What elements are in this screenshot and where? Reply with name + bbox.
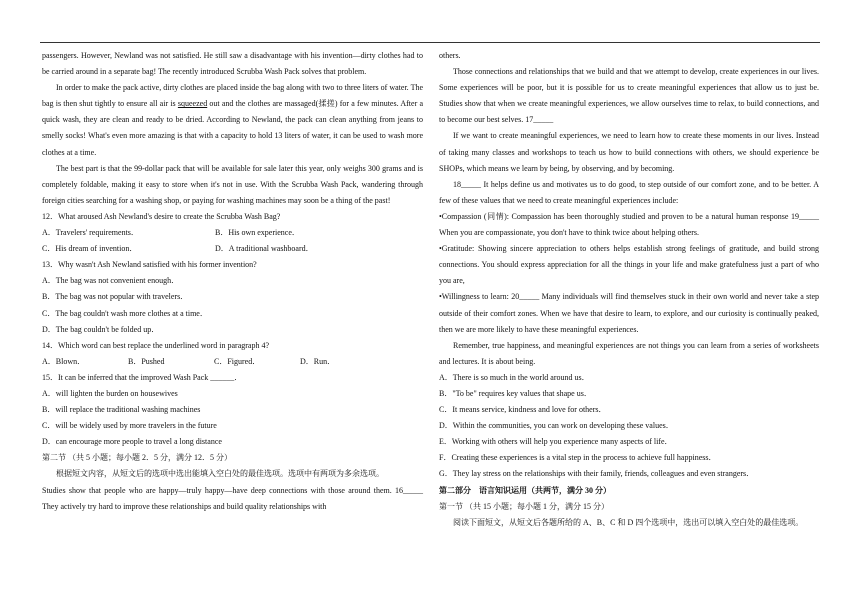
section-instructions: 根据短文内容，从短文后的选项中选出能填入空白处的最佳选项。选项中有两项为多余选项。 [56,469,384,479]
passage-paragraph: If we want to create meaningful experiences, we need to learn how to create these moments in our lives. Instead of taking many classes and workshops to teach us how to build connections with others, we should experience be SHOPs, which means we learn by being, by observing, and by becoming. [439,131,819,173]
option: F．Creating these experiences is a vital step in the process to achieve full happiness． [439,453,717,463]
option: A．will lighten the burden on housewives [42,388,178,398]
option: C．The bag couldn't wash more clothes at a time． [42,308,208,318]
option: D．Run． [300,356,336,366]
option: A．Travelers' requirements． [42,228,139,238]
option: A．Blown． [42,356,86,366]
left-column [42,48,423,515]
option: D．Within the communities, you can work on developing these values． [439,421,674,431]
option: E．Working with others will help you experience many aspects of life． [439,437,673,447]
section-instructions: 阅读下面短文，从短文后各题所给的 A、B、C 和 D 四个选项中，选出可以填入空白处的最佳选项。 [453,517,804,527]
passage-paragraph: •Gratitude: Showing sincere appreciation to others helps establish strong feelings of gratitude, and build strong connections. You should express appreciation for all the things in your life and make gratefulness just a part of who you are, [439,244,819,286]
question-12: 12．What aroused Ash Newland's desire to create the Scrubba Wash Bag? [42,211,281,221]
option: B．will replace the traditional washing machines [42,405,201,415]
option: C．It means service, kindness and love for others． [439,405,607,415]
section-heading: 第一节 （共 15 小题；每小题 1 分，满分 15 分） [439,501,609,511]
passage-paragraph: Those connections and relationships that we build and that we attempt to develop, create experiences in our lives. Some experiences will be poor, but it is possible for us to create meaningful experiences that allow us to just be. Studies show that when we create meaningful experiences, we allow ourselves time to relax, to build connections, and to become our best selves. 17_____ [439,67,819,125]
option: A．There is so much in the world around us． [439,372,590,382]
option: B．Pushed [128,356,165,366]
option: A．The bag was not convenient enough． [42,276,180,286]
question-12-options [42,225,423,241]
option: D．can encourage more people to travel a long distance [42,437,222,447]
question-13: 13．Why wasn't Ash Newland satisfied with his former invention? [42,260,257,270]
passage-paragraph: •Willingness to learn: 20_____ Many individuals will find themselves stuck in their own world and never take a step outside of their comfort zones. When we have that desire to learn, to explore, and our curiosity is continually peaked, then we are more likely to have these meaningful experiences. [439,292,819,334]
question-14-options [42,354,423,370]
passage-paragraph: others. [439,51,461,60]
question-15: 15．It can be inferred that the improved Wash Pack ______． [42,372,243,382]
passage-paragraph: Remember, true happiness, and meaningful experiences are not things you can learn from a series of worksheets and lectures. It is about being. [439,340,819,366]
passage-paragraph: The best part is that the 99-dollar pack that will be available for sale later this year, only weighs 300 grams and is completely foldable, making it easy to store when it's not in use. With the Scrubba Wash Pack, wandering through foreign cities searching for a washing shop, or paying for washing machines may soon be a thing of the past! [42,163,423,205]
option: C．will be widely used by more travelers in the future [42,421,217,431]
right-column [439,48,819,531]
question-14: 14．Which word can best replace the underlined word in paragraph 4? [42,340,270,350]
passage-paragraph: •Compassion (同情): Compassion has been thoroughly studied and proven to be a natural human response 19_____ When you are compassionate, you don't have to think twice about helping others. [439,211,819,238]
option: B．"To be" requires key values that shape us． [439,388,592,398]
part-heading: 第二部分 语言知识运用（共两节，满分 30 分） [439,485,611,495]
passage-paragraph: Studies show that people who are happy—truly happy—have deep connections with those around them. 16_____ They actively try hard to improve these relationships and build quality relationships with [42,485,423,511]
option: C．Figured． [214,356,261,366]
passage-paragraph: 18_____ It helps define us and motivates us to do good, to step outside of our comfort zone, and to be better. A few of these values that we need to create meaningful experiences include: [439,179,819,205]
question-12-options [42,241,423,257]
passage-paragraph: passengers. However, Newland was not satisfied. He still saw a disadvantage with his invention—dirty clothes had to be carried around in a separate bag! The recently introduced Scrubba Wash Pack solves that problem. [42,51,423,77]
passage-paragraph: In order to make the pack active, dirty clothes are placed inside the bag along with two to three liters of water. The bag is then shut tightly to ensure all air is squeezed out and the clothes are massaged(揉搓) for a few minutes. After a quick wash, they are clean and ready to be dried. According to Newland, the pack can clean anything from jeans to smelly socks! What's even more amazing is that with a capacity to hold 13 liters of water, it can be used to wash more clothes at a time. [42,83,423,157]
option: B．His own experience． [215,228,300,238]
header-rule [40,42,820,43]
option: C．His dream of invention． [42,244,138,254]
option: G．They lay stress on the relationships with their family, friends, colleagues and even strangers． [439,469,755,479]
option: B．The bag was not popular with travelers． [42,292,189,302]
option: D．A traditional washboard． [215,244,314,254]
section-heading: 第二节 （共 5 小题；每小题 2．5 分，满分 12．5 分） [42,453,232,463]
option: D．The bag couldn't be folded up． [42,324,160,334]
underlined-word: squeezed [177,99,208,109]
